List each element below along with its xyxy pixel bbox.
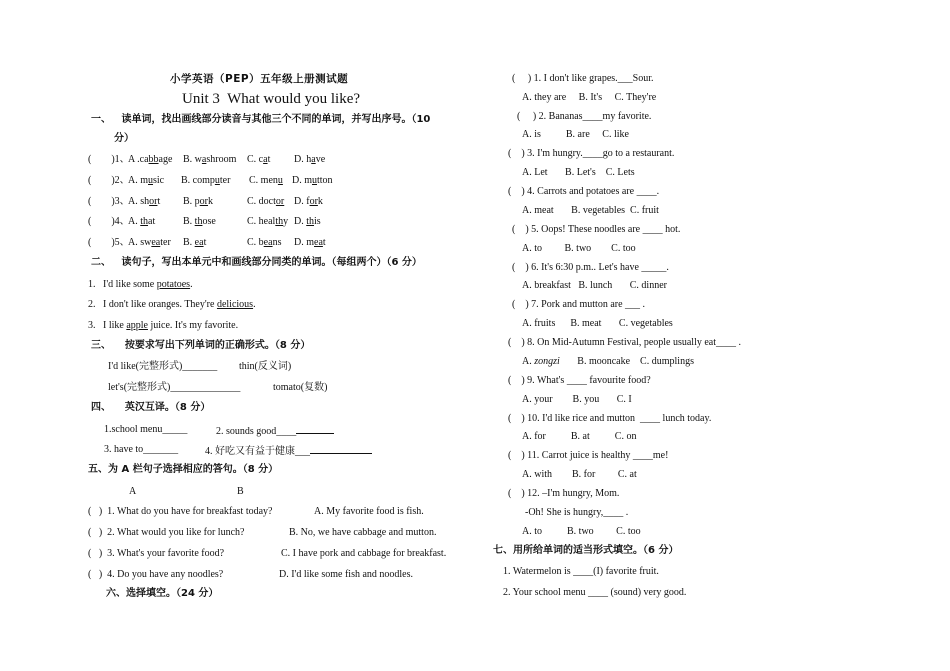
s4-line-2b: 4. 好吃又有益于健康___ [205,444,372,458]
s7-line-1: 1. Watermelon is ____(I) favorite fruit. [503,566,659,577]
q5: ( ) 5. Oops! These noodles are ____ hot. [512,224,681,235]
s1-option-c: C. beans [247,237,282,248]
s1-option-b: B. those [183,216,216,227]
match-answer: B. No, we have cabbage and mutton. [289,527,437,538]
s1-option-b: B. washroom [183,154,237,165]
q1-options: A. they are B. It's C. They're [522,92,657,103]
s3-line-2a: let's(完整形式)______________ [108,382,241,393]
q1: ( ) 1. I don't like grapes.___Sour. [512,73,654,84]
q10-options: A. for B. at C. on [522,431,637,442]
s1-item-number: ( )4、 [88,216,130,227]
q3-options: A. Let B. Let's C. Lets [522,167,635,178]
s1-item-number: ( )3、 [88,196,130,207]
match-question: ( ) 3. What's your favorite food? [88,548,225,559]
q11: ( ) 11. Carrot juice is healthy ____me! [508,450,669,461]
s1-option-d: D. meat [294,237,326,248]
q11-options: A. with B. for C. at [522,469,637,480]
q2-options: A. is B. are C. like [522,129,629,140]
q8-options: A. zongzi B. mooncake C. dumplings [522,356,694,367]
s1-option-c: C. cat [247,154,271,165]
s3-line-1b: thin(反义词) [239,361,292,372]
match-question: ( ) 2. What would you like for lunch? [88,527,245,538]
s1-option-d: D. have [294,154,326,165]
q6: ( ) 6. It's 6:30 p.m.. Let's have _____. [512,262,669,273]
section-6-heading: 六、选择填空。（24 分） [106,588,219,599]
s1-option-d: D. this [294,216,321,227]
q7-options: A. fruits B. meat C. vegetables [522,318,673,329]
s1-item-number: ( )2、 [88,175,130,186]
s1-option-b: B. pork [183,196,214,207]
q8: ( ) 8. On Mid-Autumn Festival, people usually eat____ . [508,337,742,348]
section-3-heading: 三、 按要求写出下列单词的正确形式。（8 分） [91,340,311,351]
section-7-heading: 七、用所给单词的适当形式填空。（6 分） [493,545,679,556]
q12-reply: -Oh! She is hungry,____ . [525,507,629,518]
s7-line-2: 2. Your school menu ____ (sound) very good. [503,587,687,598]
section-5-heading: 五、为 A 栏句子选择相应的答句。（8 分） [88,464,279,475]
s1-option-a: A. music [128,175,165,186]
column-a-label: A [129,486,137,497]
q12-options: A. to B. two C. too [522,526,641,537]
q4: ( ) 4. Carrots and potatoes are ____. [508,186,660,197]
q6-options: A. breakfast B. lunch C. dinner [522,280,667,291]
q2: ( ) 2. Bananas____my favorite. [517,111,652,122]
page-title: 小学英语（PEP）五年级上册测试题 [170,73,349,85]
q9-options: A. your B. you C. I [522,394,632,405]
s4-line-1a: 1.school menu_____ [104,424,188,435]
unit-subtitle: Unit 3 What would you like? [182,91,361,107]
s2-line-1: 1. I'd like some potatoes. [88,279,193,290]
s1-item-number: ( )1、 [88,154,130,165]
section-1-heading-cont: 分） [114,133,134,144]
s1-option-b: B. eat [183,237,207,248]
s1-option-c: C. menu [249,175,283,186]
match-answer: C. I have pork and cabbage for breakfast. [281,548,447,559]
s1-option-d: D. mutton [292,175,333,186]
q10: ( ) 10. I'd like rice and mutton ____ lunch today. [508,413,712,424]
s1-option-a: A. sweater [128,237,171,248]
match-question: ( ) 4. Do you have any noodles? [88,569,224,580]
q7: ( ) 7. Pork and mutton are ___ . [512,299,646,310]
section-4-heading: 四、 英汉互译。（8 分） [91,402,211,413]
s1-option-c: C. doctor [247,196,285,207]
section-1-heading: 一、 读单词，找出画线部分读音与其他三个不同的单词，并写出序号。（10 [91,114,431,125]
q5-options: A. to B. two C. too [522,243,636,254]
s4-line-2a: 3. have to_______ [104,444,179,455]
match-answer: D. I'd like some fish and noodles. [279,569,414,580]
match-answer: A. My favorite food is fish. [314,506,424,517]
s2-line-2: 2. I don't like oranges. They're delicious. [88,299,256,310]
s2-line-3: 3. I like apple juice. It's my favorite. [88,320,239,331]
s1-option-a: A. that [128,216,156,227]
q4-options: A. meat B. vegetables C. fruit [522,205,659,216]
s3-line-2b: tomato(复数) [273,382,328,393]
s1-option-d: D. fork [294,196,323,207]
match-question: ( ) 1. What do you have for breakfast today? [88,506,273,517]
q12: ( ) 12. –I'm hungry, Mom. [508,488,620,499]
s1-option-a: A .cabbage [128,154,173,165]
s4-line-1b: 2. sounds good____ [216,424,334,438]
s3-line-1a: I'd like(完整形式)_______ [108,361,218,372]
s1-option-a: A. short [128,196,161,207]
s1-option-c: C. healthy [247,216,289,227]
column-b-label: B [237,486,244,497]
q9: ( ) 9. What's ____ favourite food? [508,375,651,386]
section-2-heading: 二、 读句子，写出本单元中和画线部分同类的单词。（每组两个）（6 分） [91,257,422,268]
s1-option-b: B. computer [181,175,231,186]
s1-item-number: ( )5、 [88,237,130,248]
q3: ( ) 3. I'm hungry.____go to a restaurant. [508,148,675,159]
